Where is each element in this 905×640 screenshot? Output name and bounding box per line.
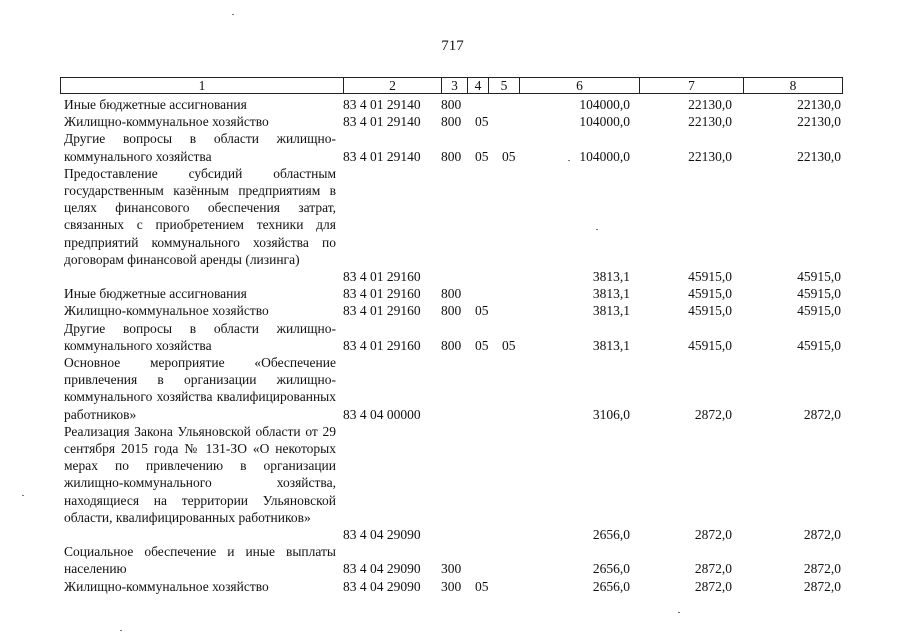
row-name: Жилищно-коммунальное хозяйство [64,303,269,319]
row-kcsr: 83 4 01 29160 [343,268,421,284]
row-kcsr: 83 4 01 29140 [343,114,421,130]
row-value-6: 104000,0 [579,114,630,130]
row-value-8: 2872,0 [803,406,841,422]
row-rz: 05 [475,337,489,353]
header-col-2: 2 [343,78,441,93]
row-value-8: 22130,0 [797,148,841,164]
row-value-7: 2872,0 [694,406,732,422]
header-col-7: 7 [639,78,743,93]
row-value-8: 45915,0 [797,303,841,319]
row-vr: 800 [441,97,462,112]
row-value-7: 45915,0 [688,268,732,284]
row-name: Основное мероприятие «Обеспечение привлечения в организации жилищно-коммунального хозяйства квалифицированных работников» [64,355,336,422]
row-vr: 300 [441,561,462,577]
row-value-6: 2656,0 [592,578,630,594]
row-kcsr: 83 4 01 29160 [343,303,421,319]
row-vr: 800 [441,114,462,130]
scan-speck [120,630,122,631]
row-kcsr: 83 4 04 29090 [343,561,421,577]
row-value-8: 22130,0 [797,97,841,112]
scan-speck [568,160,570,161]
row-value-7: 22130,0 [688,148,732,164]
row-name: Реализация Закона Ульяновской области от 29 сентября 2015 года № 131-ЗО «О некоторых мерах по привлечению в организации жилищно-коммунального хозяйства, находящиеся на территории Ульяновской области, квалифицированных работников» [64,423,336,525]
header-col-4: 4 [467,78,488,93]
scan-speck [678,612,680,613]
row-value-7: 22130,0 [688,114,732,130]
row-value-7: 2872,0 [694,578,732,594]
row-pr: 05 [502,148,516,164]
row-pr: 05 [502,337,516,353]
header-col-1: 1 [198,78,206,93]
row-name: Иные бюджетные ассигнования [64,286,247,302]
header-col-5: 5 [488,78,519,93]
row-value-7: 45915,0 [688,286,732,302]
row-value-7: 45915,0 [688,337,732,353]
row-value-6: 3106,0 [592,406,630,422]
row-name: Другие вопросы в области жилищно-коммунального хозяйства [64,320,336,353]
row-vr: 800 [441,303,462,319]
row-vr: 300 [441,578,462,594]
header-col-8: 8 [743,78,842,93]
row-value-6: 3813,1 [592,337,630,353]
row-value-7: 45915,0 [688,303,732,319]
row-name: Социальное обеспечение и иные выплаты населению [64,544,336,577]
row-name: Иные бюджетные ассигнования [64,97,247,112]
row-value-8: 2872,0 [803,526,841,542]
row-value-7: 2872,0 [694,561,732,577]
row-kcsr: 83 4 01 29140 [343,97,421,112]
row-value-6: 104000,0 [579,148,630,164]
row-rz: 05 [475,114,489,130]
row-rz: 05 [475,148,489,164]
row-value-8: 2872,0 [803,578,841,594]
row-rz: 05 [475,303,489,319]
header-col-6: 6 [519,78,639,93]
table-header-row [60,77,843,94]
row-value-6: 104000,0 [579,97,630,112]
page-number: 717 [441,38,464,54]
row-value-6: 2656,0 [592,561,630,577]
row-name: Жилищно-коммунальное хозяйство [64,578,269,594]
row-value-7: 22130,0 [688,97,732,112]
scan-speck [22,495,24,496]
row-value-8: 45915,0 [797,268,841,284]
row-vr: 800 [441,286,462,302]
row-kcsr: 83 4 04 29090 [343,526,421,542]
row-kcsr: 83 4 01 29160 [343,337,421,353]
row-name: Другие вопросы в области жилищно-коммунального хозяйства [64,131,336,164]
row-vr: 800 [441,337,462,353]
row-name: Жилищно-коммунальное хозяйство [64,114,269,130]
row-name: Предоставление субсидий областным государственным казённым предприятиям в целях финансового обеспечения затрат, связанных с приобретением техники для предприятий коммунального хозяйства по договорам финансовой аренды (лизинга) [64,165,336,267]
scan-speck [232,14,234,15]
row-value-6: 2656,0 [592,526,630,542]
scan-speck [596,229,598,230]
row-value-8: 45915,0 [797,337,841,353]
row-kcsr: 83 4 04 00000 [343,406,421,422]
row-kcsr: 83 4 01 29160 [343,286,421,302]
row-value-6: 3813,1 [592,303,630,319]
row-value-8: 2872,0 [803,561,841,577]
row-value-7: 2872,0 [694,526,732,542]
row-vr: 800 [441,148,462,164]
row-kcsr: 83 4 04 29090 [343,578,421,594]
row-value-6: 3813,1 [592,268,630,284]
row-value-8: 22130,0 [797,114,841,130]
row-rz: 05 [475,578,489,594]
row-value-6: 3813,1 [592,286,630,302]
row-kcsr: 83 4 01 29140 [343,148,421,164]
row-value-8: 45915,0 [797,286,841,302]
header-col-3: 3 [441,78,467,93]
